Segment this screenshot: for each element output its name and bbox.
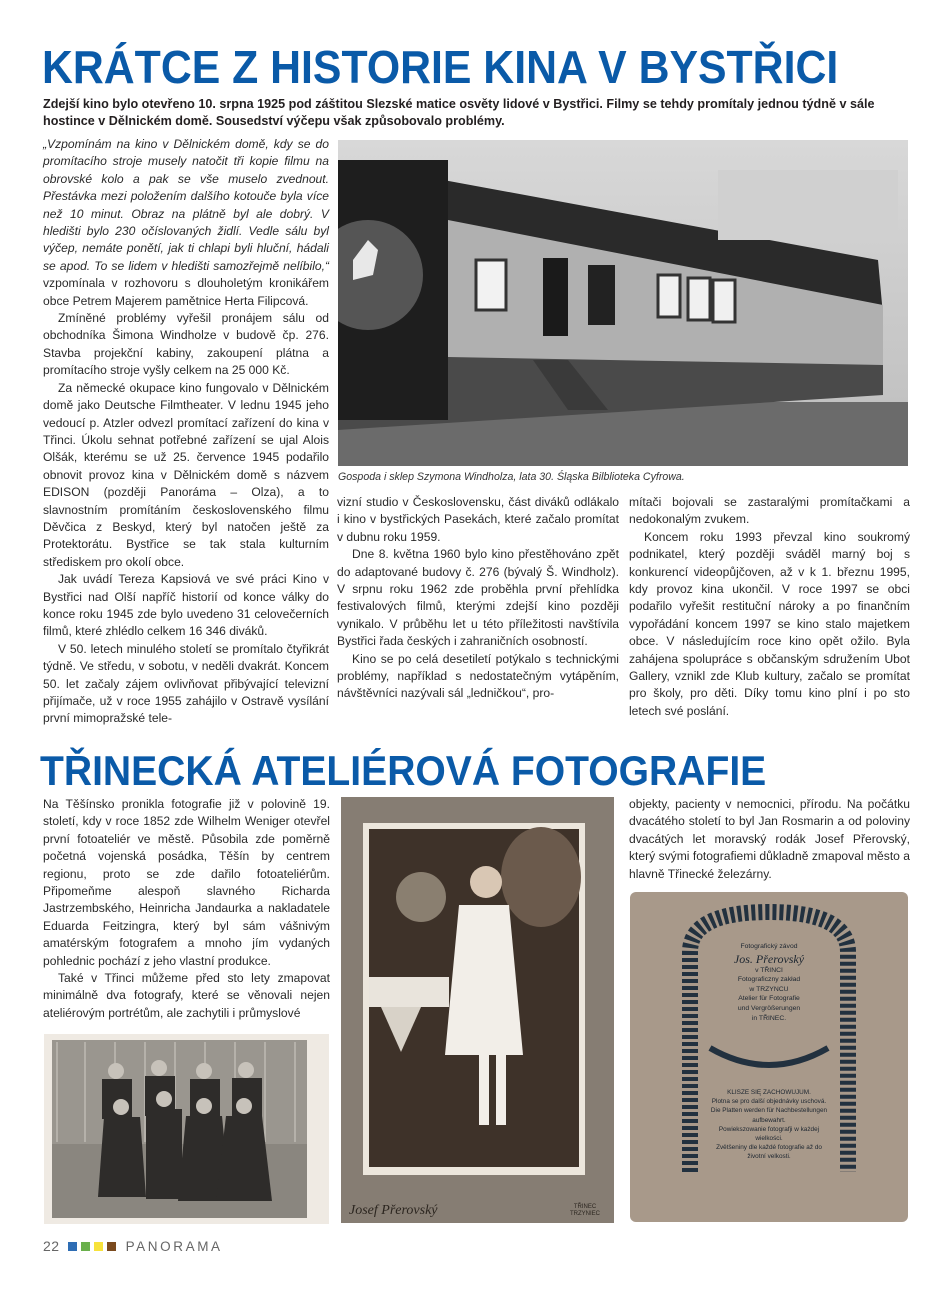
photo-group-portrait: [44, 1034, 329, 1224]
building-illustration: [338, 140, 908, 466]
article2-column-1: [43, 796, 330, 1022]
color-square-yellow: [94, 1242, 103, 1251]
card-line: v TŘINCI: [755, 966, 783, 974]
card-line: Atelier für Fotografie: [738, 995, 800, 1003]
paragraph: Zmíněné problémy vyřešil pronájem sálu od obchodníka Šimona Windholze v budově čp. 276. Stavba projekční kabiny, zakoupení plátna a promítacího stroje vyšly celkem na 25 000 Kč.: [43, 311, 329, 378]
card-line: und Vergrößerungen: [737, 1004, 801, 1012]
color-square-green: [81, 1242, 90, 1251]
card-line: Zvětšeniny dle každé fotografie až do životní velkosti.: [716, 1144, 822, 1161]
article-title-photography: TŘINECKÁ ATELIÉROVÁ FOTOGRAFIE: [40, 747, 767, 794]
article-title-cinema: KRÁTCE Z HISTORIE KINA V BYSTŘICI: [42, 41, 839, 93]
article-lead: Zdejší kino bylo otevřeno 10. srpna 1925 pod záštitou Slezské matice osvěty lidové v Bystřici. Filmy se tehdy promítaly jednou týdně v sále hostince v Dělnickém domě. Sousedství výčepu však způsobovalo problémy.: [43, 97, 875, 128]
girl-portrait-illustration: [341, 797, 614, 1223]
paragraph: vizní studio v Československu, část diváků odlákalo i kino v bystřických Pasekách, které začalo promítat v dubnu roku 1959.: [337, 495, 619, 544]
photo-windholz-building: [338, 140, 908, 466]
stamp-line: TRZYNIEC: [570, 1211, 600, 1217]
paragraph: mítači bojovali se zastaralými promítačkami a nedokonalým zvukem.: [629, 495, 910, 527]
card-line: Die Platten werden für Nachbestellungen aufbewahrt.: [710, 1107, 828, 1124]
card-line: w TRZYNCU: [749, 985, 789, 993]
paragraph: Na Těšínsko pronikla fotografie již v polovině 19. století, kdy v roce 1852 zde Wilhelm Weniger otevřel první fotoateliér ve městě. Působila zde poměrně početná vojenská posádka, Těšín by centrem regionu, proto se zde dařilo fotoateliérům. Připomeňme alespoň slavného Richarda Jastrzembského, Heinricha Jandaurka a nakladatele Eduarda Feitzingra, který byl sám vášnivým amatérským fotografem a mnoho jím vydaných pohlednic pochází z jeho vlastní produkce.: [43, 797, 330, 968]
paragraph: Za německé okupace kino fungovalo v Dělnickém domě jako Deutsche Filmtheater. V lednu 1945 jeho vedoucí p. Atzler odvezl promítací zařízení do kina v Třinci. Úkolu sehnat potřebné zařízení se ujal Alois Olšák, kterému se už 25. července 1945 podařilo obnovit provoz kina v Dělnickém domě s názvem EDISON (později Panoráma – Olza), a to slavnostním promítáním československého filmu Děvčica z Beskyd, který byl natočen ještě za Protektorátu. Bystřice se tak stala kulturním střediskem pro okolí obce.: [43, 380, 329, 569]
article1-column-2: [337, 494, 619, 703]
page-number: 22: [43, 1238, 60, 1254]
article1-column-3: [629, 494, 910, 720]
paragraph: Dne 8. května 1960 bylo kino přestěhováno zpět do adaptované budovy č. 276 (bývalý Š. Windholz). V srpnu roku 1962 zde proběhla první přehlídka festivalových filmů, kterými zdejší kino později vynikalo. V průběhu let u této příležitosti navštívila Bystřici řada českých i zahraničních osobností.: [337, 547, 619, 649]
paragraph: Jak uvádí Tereza Kapsiová ve své práci Kino v Bystřici nad Olší napříč historií od konce války do konce roku 1945 zde bylo uvedeno 31 celovečerních filmů, které zhlédlo celkem 16 346 diváků.: [43, 572, 329, 639]
quote-paragraph: [43, 136, 329, 310]
card-line: in TŘINEC.: [751, 1014, 787, 1022]
card-line: Jos. Přerovský: [733, 951, 805, 966]
studio-stamp: [570, 1204, 600, 1218]
card-line: Plotna se pro další objednávky uschová.: [711, 1098, 827, 1106]
card-back-notes: [706, 1088, 832, 1162]
quote-text: „Vzpomínám na kino v Dělnickém domě, kdy se do promítacího stroje musely natočit tři kopie filmu na obrovské kolo a pak se vše muselo zvednout. Přestávka mezi položením dalšího kotouče byla více než 10 minut. Obraz na plátně byl ale dobrý. V hledišti bylo 230 očíslovaných židlí. Vedle sálu byl výčep, nemáte ponětí, jak ti chlapi byli hluční, hádali se apod. To se lidem v hledišti samozřejmě nelíbilo,“: [43, 137, 329, 273]
photo-card-back: [630, 892, 908, 1222]
card-line: KLISZE SIĘ ZACHOWUJUM.: [727, 1089, 811, 1096]
quote-attribution: vzpomínala v rozhovoru s dlouholetým kronikářem obce Petrem Majerem pamětnice Herta Filipcová.: [43, 276, 329, 308]
card-line: Fotografický závod: [740, 943, 798, 950]
paragraph: Kino se po celá desetiletí potýkalo s technickými problémy, například s nedostatečným vytápěním, návštěvníci nazývali sál „ledničkou“, pro-: [337, 651, 619, 701]
paragraph: V 50. letech minulého století se promítalo čtyřikrát týdně. Ve středu, v sobotu, v neděli dvakrát. Koncem 50. let začaly zájem ovlivňovat přibývající televizní přijímače, už v roce 1955 zahájilo v Ostravě vysílání první mimopražské tele-: [43, 641, 329, 726]
article2-column-2: [629, 796, 910, 883]
color-square-blue: [68, 1242, 77, 1251]
page-footer: [43, 1238, 223, 1254]
card-back-studio-text: [708, 942, 830, 1023]
card-line: Fotograficzny zakład: [737, 976, 801, 984]
paragraph: Koncem roku 1993 převzal kino soukromý podnikatel, který později sváděl marný boj s konkurencí videopůjčoven, až v k 1. březnu 1995, kdy provoz kina ukončil. V roce 1997 se obci podařilo vyřešit restituční nároky a po finančním vypořádání koncem 1997 se kino stalo majetkem obce. V následujícím roce kino opět ožilo. Byla zahájena spolupráce s občanským sdružením Ubot Gallery, vznikl zde Klub kultury, začalo se promítat pro školy, pro děti. Díky tomu kino plní i po sto letech své poslání.: [629, 529, 910, 718]
paragraph: Také v Třinci můžeme před sto lety zmapovat minimálně dva fotografy, které se věnovali nejen ateliérovým portrétům, ale zachytili i průmyslové: [43, 971, 330, 1020]
color-square-brown: [107, 1242, 116, 1251]
paragraph: objekty, pacienty v nemocnici, přírodu. Na počátku dvacátého století to byl Jan Rosmarin a od poloviny dvacátých let moravský rodák Josef Přerovský, který svými fotografiemi důkladně zmapoval město a hlavně Třinecké železárny.: [629, 797, 910, 881]
publication-name: PANORAMA: [125, 1238, 223, 1254]
photographer-signature: Josef Přerovský: [349, 1203, 438, 1218]
group-portrait-illustration: [44, 1034, 329, 1224]
stamp-line: TŘINEC: [573, 1204, 597, 1210]
card-line: Powiekszowanie fotografji w każdej wielkości.: [718, 1125, 820, 1143]
photo-caption: Gospoda i sklep Szymona Windholza, lata 30. Śląska Bilblioteka Cyfrowa.: [338, 471, 685, 483]
photo-girl-portrait: [341, 797, 614, 1223]
article1-column-1: [43, 136, 329, 728]
